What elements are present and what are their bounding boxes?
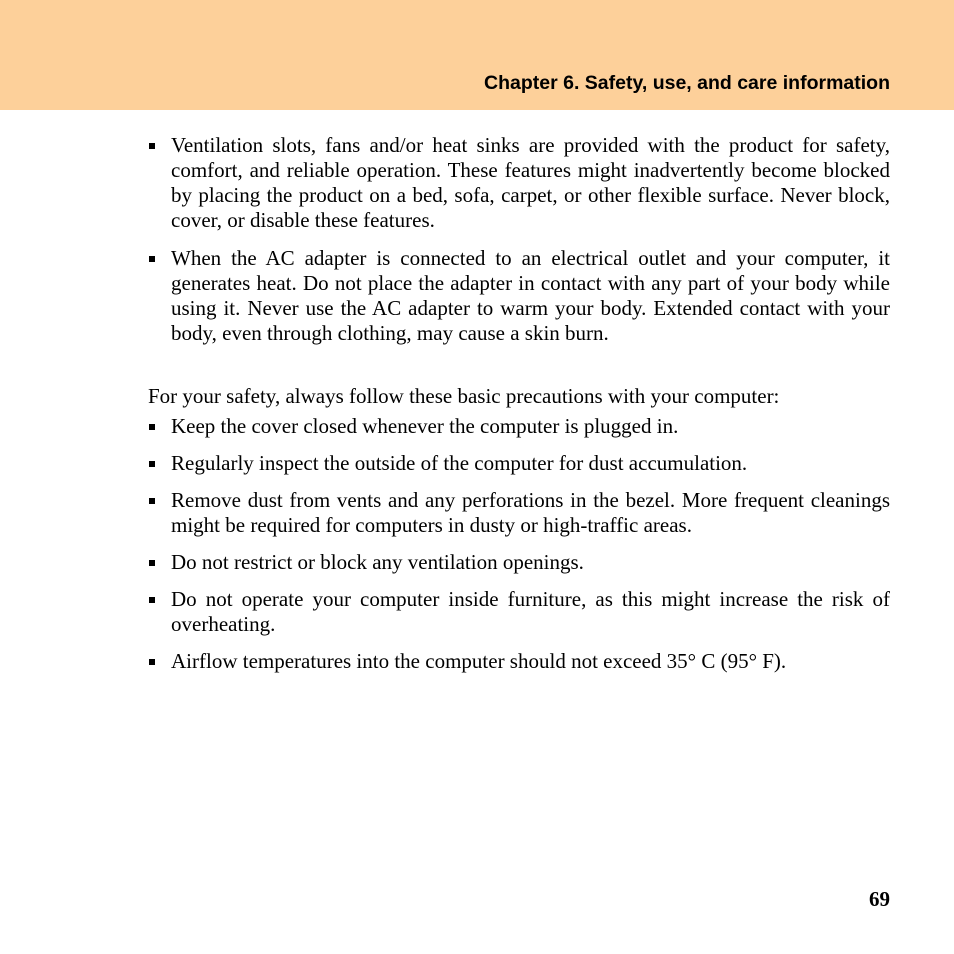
list-item <box>148 246 890 346</box>
square-bullet-icon <box>149 498 155 504</box>
list-item-text: Do not operate your computer inside furniture, as this might increase the risk of overheating. <box>171 587 890 636</box>
safety-intro-paragraph: For your safety, always follow these basic precautions with your computer: <box>148 384 780 408</box>
page-number: 69 <box>869 887 890 911</box>
list-item-text: Airflow temperatures into the computer should not exceed 35° C (95° F). <box>171 649 787 673</box>
list-item <box>148 587 890 637</box>
ventilation-warnings-list <box>148 133 890 346</box>
square-bullet-icon <box>149 461 155 467</box>
list-item-text: Remove dust from vents and any perforations in the bezel. More frequent cleanings might be required for computers in dusty or high-traffic areas. <box>171 488 890 537</box>
list-item <box>148 550 890 575</box>
list-item-text: Regularly inspect the outside of the computer for dust accumulation. <box>171 451 748 475</box>
list-item <box>148 414 890 439</box>
square-bullet-icon <box>149 560 155 566</box>
square-bullet-icon <box>149 659 155 665</box>
list-item-text: When the AC adapter is connected to an electrical outlet and your computer, it generates heat. Do not place the adapter in contact with any part of your body while using it. Never use the AC adapter to warm your body. Extended contact with your body, even through clothing, may cause a skin burn. <box>171 246 890 345</box>
list-item <box>148 133 890 233</box>
square-bullet-icon <box>149 424 155 430</box>
list-item <box>148 649 890 674</box>
square-bullet-icon <box>149 597 155 603</box>
list-item <box>148 488 890 538</box>
header-band <box>0 0 954 110</box>
list-item <box>148 451 890 476</box>
chapter-title: Chapter 6. Safety, use, and care information <box>484 72 890 94</box>
list-item-text: Do not restrict or block any ventilation openings. <box>171 550 584 574</box>
list-item-text: Keep the cover closed whenever the computer is plugged in. <box>171 414 679 438</box>
square-bullet-icon <box>149 143 155 149</box>
list-item-text: Ventilation slots, fans and/or heat sinks are provided with the product for safety, comfort, and reliable operation. These features might inadvertently become blocked by placing the product on a bed, sofa, carpet, or other flexible surface. Never block, cover, or disable these features. <box>171 133 890 232</box>
safety-precautions-list <box>148 414 890 674</box>
page-content <box>148 133 890 674</box>
square-bullet-icon <box>149 256 155 262</box>
